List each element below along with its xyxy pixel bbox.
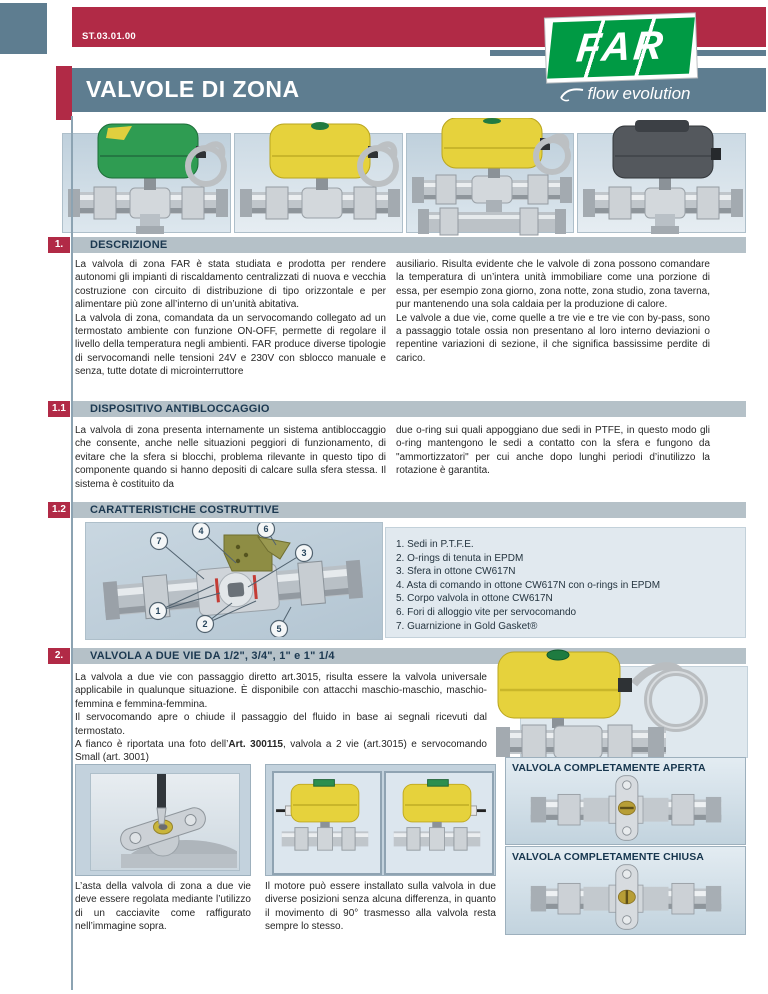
grey-actuator-3way-valve-icon	[579, 118, 747, 236]
section-2-text	[75, 671, 487, 765]
article-number: Art. 300115	[228, 739, 283, 751]
list-item: 4. Asta di comando in ottone CW617N con o-rings in EPDM	[396, 579, 661, 591]
screwdriver-adjust-icon	[91, 774, 237, 868]
valve-cutaway-diagram-icon	[86, 523, 380, 637]
stem-adjust-photo-panel	[75, 764, 251, 876]
section-2-header: VALVOLA A DUE VIE DA 1/2", 3/4", 1" e 1" 1/4	[72, 648, 746, 664]
callout-6: 6	[263, 524, 269, 534]
product-panel	[62, 133, 231, 233]
far-logo-text: FAR	[547, 17, 695, 78]
paragraph: Il servocomando apre o chiude il passaggio del fluido in base ai segnali ricevuti dal termostato.	[75, 712, 487, 737]
motor-position-left-photo	[272, 771, 382, 875]
paragraph: La valvola di zona FAR è stata studiata e prodotta per rendere autonomi gli impianti di riscaldamento centralizzati di nuova e vecchia costruzione con circuito di distribuzione di tipo orizzontale e per alimentare più zone all’interno di un’unità abitativa.	[75, 259, 386, 311]
product-panel	[406, 133, 575, 233]
callout-1: 1	[155, 606, 161, 616]
product-panel	[577, 133, 746, 233]
paragraph: La valvola a due vie con passaggio diretto art.3015, risulta essere la valvola universale applicabile in qualunque situazione. È disponibile con attacchi maschio-maschio, maschio-femmina e femmina-femmina.	[75, 672, 487, 710]
yellow-actuator-bypass-valve-icon	[408, 118, 576, 236]
section-2-number: 2.	[48, 648, 70, 664]
valve-open-photo-icon	[510, 774, 742, 842]
motor-positions-panel	[265, 764, 496, 876]
paragraph: Le valvole a due vie, come quelle a tre vie e tre vie con by-pass, sono a passaggio totale ossia non presentano al loro interno deviazioni o repentine variazioni di sezione, il che significa bassissime perdite di carico.	[396, 312, 710, 364]
doc-code: ST.03.01.00	[82, 31, 137, 42]
list-item: 7. Guarnizione in Gold Gasket®	[396, 620, 538, 632]
valve-closed-photo-icon	[510, 863, 742, 931]
title-accent-block	[56, 66, 72, 120]
actuator-cable-right-icon	[386, 773, 488, 869]
paragraph: A fianco è riportata una foto dell’Art. 300115, valvola a 2 vie (art.3015) e servocomando Small (art. 3001)	[75, 739, 487, 764]
section-1-col2	[396, 258, 710, 365]
list-item: 5. Corpo valvola in ottone CW617N	[396, 593, 553, 605]
product-panel	[234, 133, 403, 233]
valve-open-caption: VALVOLA COMPLETAMENTE APERTA	[512, 762, 706, 774]
section-1-col1	[75, 258, 386, 379]
far-logo	[545, 13, 697, 82]
valve-closed-caption: VALVOLA COMPLETAMENTE CHIUSA	[512, 851, 704, 863]
motor-position-right-photo	[384, 771, 494, 875]
paragraph: ausiliario. Risulta evidente che le valvole di zona possono comandare la temperatura di un’intera unità immobiliare come una porzione di essa, per esempio zona giorno, zona notte, zona studio, zona taverna, pur mantenendo una sola caldaia per la produzione di calore.	[396, 259, 710, 311]
page-title: VALVOLE DI ZONA	[86, 76, 300, 102]
section-1-1-col1: La valvola di zona presenta internamente un sistema antibloccaggio che consente, anche nelle situazioni peggiori di funzionamento, di evitare che la sfera si blocchi, problema rilevante in questo tipo di componente quando si hanno depositi di calcare sulla sfera stessa. Il sistema è costituito da	[75, 425, 386, 490]
callout-5: 5	[276, 624, 282, 634]
list-item: 1. Sedi in P.T.F.E.	[396, 539, 474, 550]
left-vertical-rule	[71, 116, 73, 990]
corner-square	[0, 3, 47, 54]
callout-4: 4	[198, 526, 204, 536]
valve-closed-figure	[505, 846, 746, 935]
section-1-1-col2: due o-ring sui quali appoggiano due sedi in PTFE, in questo modo gli o-ring mantengono le sedi a contatto con la sfera e fungono da "ammortizzatori" per cui anche dopo lunghi periodi d’inutilizzo la rotazione è garantita.	[396, 425, 710, 477]
section-1-1-header: DISPOSITIVO ANTIBLOCCAGGIO	[72, 401, 746, 417]
callout-7: 7	[156, 536, 162, 546]
flow-evolution-tagline: flow evolution	[540, 84, 710, 104]
section-1-header: DESCRIZIONE	[72, 237, 746, 253]
paragraph: La valvola di zona, comandata da un servocomando collegato ad un termostato ambiente con funzione ON-OFF, permette di regolare il livello della temperatura negli ambienti. FAR produce diverse tipologie di servocomandi nelle tensioni 24V e 230V con sblocco manuale e senza, tutte dotate di microinterruttore	[75, 312, 386, 378]
section-1-number: 1.	[48, 237, 70, 253]
section-1-2-number: 1.2	[48, 502, 70, 518]
parts-diagram-panel	[85, 522, 383, 640]
callout-2: 2	[202, 619, 208, 629]
motor-note: Il motore può essere installato sulla valvola in due diverse posizioni senza alcuna differenza, in quanto il movimento di 90° trasmesso alla valvola resta sempre lo stesso.	[265, 881, 496, 933]
callout-3: 3	[301, 548, 307, 558]
product-strip	[62, 133, 746, 233]
yellow-actuator-valve-photo-icon	[496, 648, 746, 762]
section-1-2-header: CARATTERISTICHE COSTRUTTIVE	[72, 502, 746, 518]
list-item: 3. Sfera in ottone CW617N	[396, 566, 516, 578]
list-item: 2. O-rings di tenuta in EPDM	[396, 552, 524, 564]
section-1-1-number: 1.1	[48, 401, 70, 417]
green-actuator-3way-valve-icon	[64, 118, 232, 236]
actuator-cable-left-icon	[274, 773, 376, 869]
art-300115-photo	[496, 648, 746, 762]
swoosh-icon	[559, 85, 585, 103]
list-item: 6. Fori di alloggio vite per servocomando	[396, 606, 577, 618]
stem-adjust-photo	[90, 773, 240, 871]
yellow-actuator-2way-valve-icon	[236, 118, 404, 236]
parts-list-panel	[385, 527, 746, 638]
stem-note: L’asta della valvola di zona a due vie deve essere regolata mediante l’utilizzo di un cacciavite come raffigurato nell’immagine sopra.	[75, 881, 251, 933]
valve-open-figure	[505, 757, 746, 845]
